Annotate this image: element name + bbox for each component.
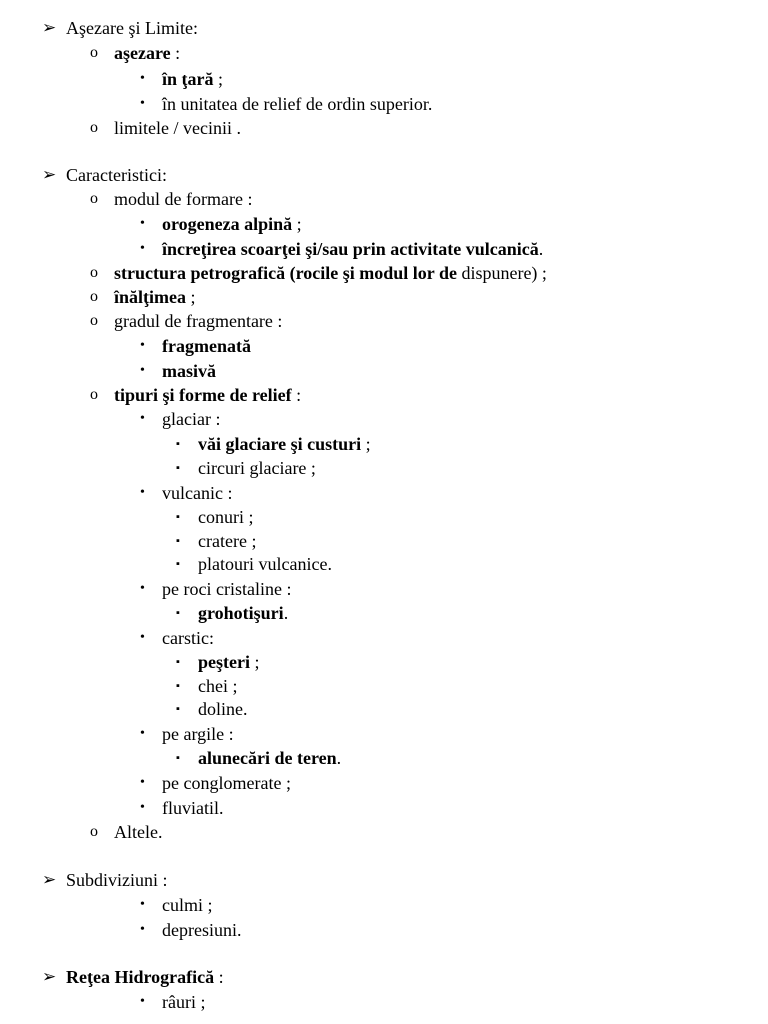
item-text: depresiuni.	[162, 920, 242, 940]
list-subsubitem	[176, 697, 248, 721]
circle-bullet-icon: o	[90, 119, 98, 136]
dot-bullet-icon: •	[140, 581, 145, 596]
square-bullet-icon: ▪	[176, 438, 180, 450]
list-subsubitem	[176, 505, 254, 529]
square-bullet-icon: ▪	[176, 511, 180, 523]
list-subsubitem	[176, 432, 371, 456]
circle-bullet-icon: o	[90, 264, 98, 281]
item-text: tipuri şi forme de relief	[114, 385, 292, 405]
list-subsubitem	[176, 552, 332, 576]
square-bullet-icon: ▪	[176, 462, 180, 474]
item-text: Altele.	[114, 822, 163, 842]
item-text: chei ;	[198, 676, 238, 696]
dot-bullet-icon: •	[140, 630, 145, 645]
list-item	[90, 309, 283, 333]
circle-bullet-icon: o	[90, 190, 98, 207]
dot-bullet-icon: •	[140, 363, 145, 378]
section-heading	[42, 868, 168, 892]
list-item	[90, 187, 253, 211]
circle-bullet-icon: o	[90, 288, 98, 305]
list-subitem	[140, 481, 233, 505]
list-subsubitem	[176, 456, 316, 480]
item-text: aşezare	[114, 43, 171, 63]
dot-bullet-icon: •	[140, 485, 145, 500]
item-suffix: ;	[292, 214, 302, 234]
list-item	[90, 383, 302, 407]
dot-bullet-icon: •	[140, 897, 145, 912]
list-subitem	[140, 990, 206, 1014]
section-heading	[42, 965, 224, 989]
list-subitem	[140, 67, 224, 91]
item-text: în unitatea de relief de ordin superior.	[162, 94, 433, 114]
heading-text: Aşezare şi Limite	[66, 18, 193, 38]
square-bullet-icon: ▪	[176, 607, 180, 619]
item-text: cratere ;	[198, 531, 257, 551]
item-text: încreţirea scoarţei şi/sau prin activitate vulcanică	[162, 239, 539, 259]
item-suffix: .	[538, 239, 544, 259]
item-text: văi glaciare şi custuri	[198, 434, 362, 454]
item-text: doline.	[198, 699, 248, 719]
circle-bullet-icon: o	[90, 312, 98, 329]
item-text: gradul de fragmentare :	[114, 311, 283, 331]
dot-bullet-icon: •	[140, 216, 145, 231]
item-text: înălţimea	[114, 287, 186, 307]
arrow-bullet-icon: ➢	[42, 165, 57, 184]
item-suffix: .	[336, 748, 342, 768]
list-subitem	[140, 407, 221, 431]
item-text: culmi ;	[162, 895, 213, 915]
item-suffix: .	[283, 603, 289, 623]
list-subitem	[140, 918, 242, 942]
item-text: modul de formare :	[114, 189, 253, 209]
arrow-bullet-icon: ➢	[42, 967, 57, 986]
item-text: structura petrografică (rocile şi modul lor de	[114, 263, 457, 283]
item-suffix: ;	[186, 287, 196, 307]
item-text: carstic:	[162, 628, 214, 648]
item-suffix: dispunere) ;	[456, 263, 547, 283]
item-suffix: :	[170, 43, 181, 63]
square-bullet-icon: ▪	[176, 703, 180, 715]
heading-suffix: :	[192, 18, 198, 38]
square-bullet-icon: ▪	[176, 752, 180, 764]
list-subitem	[140, 92, 433, 116]
list-subsubitem	[176, 650, 260, 674]
item-text: pe argile :	[162, 724, 234, 744]
item-suffix: ;	[361, 434, 371, 454]
section-heading	[42, 163, 167, 187]
arrow-bullet-icon: ➢	[42, 18, 57, 37]
list-subitem	[140, 771, 291, 795]
dot-bullet-icon: •	[140, 775, 145, 790]
list-subitem	[140, 722, 234, 746]
list-subitem	[140, 212, 302, 236]
heading-text: Caracteristici:	[66, 165, 167, 185]
section-heading	[42, 16, 198, 40]
list-subitem	[140, 334, 251, 358]
square-bullet-icon: ▪	[176, 656, 180, 668]
list-subitem	[140, 577, 292, 601]
list-item	[90, 261, 547, 285]
square-bullet-icon: ▪	[176, 680, 180, 692]
heading-text: Subdiviziuni :	[66, 870, 168, 890]
list-subitem	[140, 796, 224, 820]
square-bullet-icon: ▪	[176, 558, 180, 570]
heading-text: Reţea Hidrografică	[66, 967, 215, 987]
item-text: conuri ;	[198, 507, 254, 527]
list-item	[90, 41, 181, 65]
item-text: masivă	[162, 361, 216, 381]
item-text: alunecări de teren	[198, 748, 337, 768]
list-item	[90, 285, 196, 309]
list-subsubitem	[176, 529, 257, 553]
item-text: peşteri	[198, 652, 250, 672]
item-suffix: :	[291, 385, 302, 405]
dot-bullet-icon: •	[140, 71, 145, 86]
dot-bullet-icon: •	[140, 800, 145, 815]
dot-bullet-icon: •	[140, 411, 145, 426]
arrow-bullet-icon: ➢	[42, 870, 57, 889]
item-text: pe roci cristaline :	[162, 579, 292, 599]
dot-bullet-icon: •	[140, 96, 145, 111]
list-item	[90, 820, 163, 844]
item-text: orogeneza alpină	[162, 214, 293, 234]
item-text: grohotişuri	[198, 603, 284, 623]
item-suffix: ;	[213, 69, 224, 89]
list-subsubitem	[176, 674, 238, 698]
list-subitem	[140, 626, 214, 650]
list-subsubitem	[176, 746, 342, 770]
dot-bullet-icon: •	[140, 241, 145, 256]
list-item	[90, 116, 241, 140]
item-text: râuri ;	[162, 992, 206, 1012]
item-suffix: ;	[249, 652, 260, 672]
dot-bullet-icon: •	[140, 994, 145, 1009]
item-text: platouri vulcanice.	[198, 554, 332, 574]
item-text: pe conglomerate ;	[162, 773, 291, 793]
dot-bullet-icon: •	[140, 922, 145, 937]
item-text: glaciar :	[162, 409, 221, 429]
list-subitem	[140, 237, 544, 261]
circle-bullet-icon: o	[90, 823, 98, 840]
circle-bullet-icon: o	[90, 44, 98, 61]
list-subitem	[140, 359, 216, 383]
item-text: limitele / vecinii .	[114, 118, 241, 138]
square-bullet-icon: ▪	[176, 535, 180, 547]
list-subsubitem	[176, 601, 289, 625]
circle-bullet-icon: o	[90, 386, 98, 403]
list-subitem	[140, 893, 213, 917]
dot-bullet-icon: •	[140, 338, 145, 353]
item-text: vulcanic :	[162, 483, 233, 503]
item-text: fluviatil.	[162, 798, 224, 818]
heading-suffix: :	[214, 967, 224, 987]
item-text: în ţară	[162, 69, 214, 89]
item-text: fragmenată	[162, 336, 251, 356]
dot-bullet-icon: •	[140, 726, 145, 741]
item-text: circuri glaciare ;	[198, 458, 316, 478]
